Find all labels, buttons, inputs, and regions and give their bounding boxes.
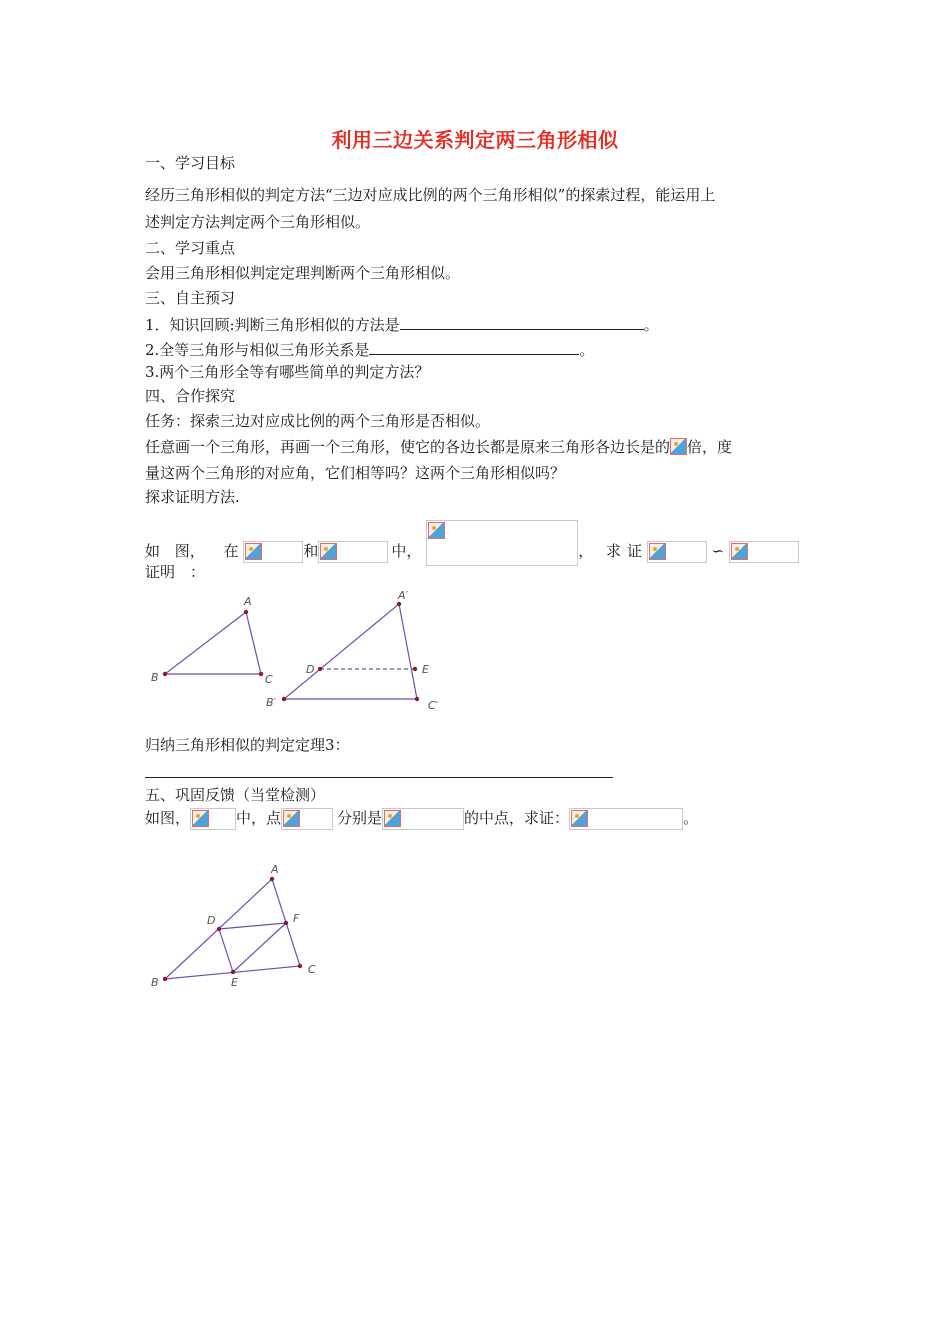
segment-de: [219, 929, 233, 972]
point-f: [284, 921, 288, 925]
question-1-suffix: 。: [643, 316, 659, 334]
given-text: ，: [578, 542, 594, 560]
label-a-prime: A′: [398, 589, 409, 602]
question-2-suffix: 。: [579, 341, 595, 359]
task-instructions-text: 倍，度: [687, 438, 733, 456]
section-2-text: 会用三角形相似判定定理判断两个三角形相似。: [145, 264, 461, 282]
exercise-text: 中，点: [236, 809, 282, 827]
label-e: E: [422, 663, 429, 676]
question-3: 3.两个三角形全等有哪些简单的判定方法？: [145, 363, 430, 381]
point-d: [318, 667, 322, 671]
question-2: [145, 338, 594, 360]
given-statement: [145, 520, 799, 566]
given-text: 如: [145, 542, 161, 560]
broken-image-icon: [731, 543, 748, 560]
formula-image: [729, 541, 799, 563]
task-instructions-line1: [145, 437, 732, 457]
given-text: 求: [606, 542, 622, 560]
broken-image-icon: [283, 810, 300, 827]
answer-blank: [400, 313, 644, 330]
question-1-text: 1．知识回顾:判断三角形相似的方法是: [145, 316, 400, 334]
section-1-heading: 一、学习目标: [145, 154, 236, 172]
label-b-prime: B′: [266, 696, 277, 709]
exercise-text: 。: [683, 809, 699, 827]
label-f: F: [293, 912, 300, 925]
point-b: [163, 672, 167, 676]
section-1-text-line1: 经历三角形相似的判定方法“三边对应成比例的两个三角形相似”的探索过程，能运用上: [145, 186, 716, 204]
formula-image: [318, 541, 388, 563]
point-a: [270, 877, 274, 881]
task-text: 任务：探索三边对应成比例的两个三角形是否相似。: [145, 412, 491, 430]
exercise-statement: [145, 806, 698, 830]
point-b: [163, 977, 167, 981]
triangle-abc: [165, 612, 261, 674]
section-5-heading: 五、巩固反馈（当堂检测）: [145, 786, 326, 804]
formula-image: [281, 808, 333, 830]
given-text: 图，: [174, 542, 205, 560]
segment-ef: [233, 923, 286, 972]
broken-image-icon: [245, 543, 262, 560]
page-title: 利用三边关系判定两三角形相似: [331, 128, 619, 152]
exercise-text: 的中点，求证：: [464, 809, 570, 827]
exercise-text: 分别是: [337, 809, 383, 827]
label-b: B: [151, 671, 159, 684]
midpoint-triangle-figure: [140, 860, 340, 995]
broken-image-icon: [192, 810, 209, 827]
broken-image-icon: [384, 810, 401, 827]
point-c: [259, 672, 263, 676]
answer-line: [145, 777, 613, 778]
formula-image: [190, 808, 236, 830]
point-c-prime: [415, 697, 419, 701]
point-d: [217, 927, 221, 931]
proof-label: 证明 ：: [145, 563, 206, 581]
point-a-prime: [397, 602, 401, 606]
label-c: C: [308, 963, 316, 976]
point-c: [298, 964, 302, 968]
summary-text: 归纳三角形相似的判定定理3：: [145, 736, 350, 754]
given-text: 证: [627, 542, 643, 560]
question-2-text: 2.全等三角形与相似三角形关系是: [145, 341, 370, 359]
label-d: D: [207, 914, 216, 927]
label-e: E: [231, 976, 238, 989]
similar-symbol: ∽: [711, 542, 725, 560]
given-text: 中，: [391, 542, 422, 560]
point-a: [244, 610, 248, 614]
label-b: B: [151, 976, 159, 989]
label-a: A: [271, 863, 279, 876]
triangle-a2b2c2: [284, 604, 417, 699]
section-1-text-line2: 述判定方法判定两个三角形相似。: [145, 213, 371, 231]
point-b-prime: [282, 697, 286, 701]
given-text: 和: [303, 542, 319, 560]
given-text: 在: [223, 542, 239, 560]
broken-image-icon: [428, 522, 445, 539]
section-3-heading: 三、自主预习: [145, 289, 236, 307]
formula-image: [243, 541, 303, 563]
section-2-heading: 二、学习重点: [145, 239, 236, 257]
method-text: 探求证明方法.: [145, 488, 240, 506]
label-c: C: [265, 673, 273, 686]
formula-image: [569, 808, 683, 830]
label-a: A: [244, 595, 252, 608]
question-1: [145, 313, 659, 335]
point-e: [413, 667, 417, 671]
broken-image-icon: [320, 543, 337, 560]
formula-image: [382, 808, 464, 830]
formula-image: [647, 541, 707, 563]
broken-image-icon: [670, 438, 687, 455]
broken-image-icon: [571, 810, 588, 827]
section-4-heading: 四、合作探究: [145, 387, 236, 405]
formula-image: [426, 520, 578, 566]
task-instructions-text: 任意画一个三角形，再画一个三角形，使它的各边长都是原来三角形各边长是的: [145, 438, 671, 456]
point-e: [231, 970, 235, 974]
broken-image-icon: [649, 543, 666, 560]
exercise-text: 如图，: [145, 809, 191, 827]
label-c-prime: C′: [428, 699, 439, 712]
answer-blank: [369, 338, 579, 355]
label-d: D: [306, 663, 315, 676]
segment-df: [219, 923, 286, 929]
task-instructions-line2: 量这两个三角形的对应角，它们相等吗？这两个三角形相似吗？: [145, 464, 566, 482]
similar-triangles-figure: [140, 585, 460, 715]
